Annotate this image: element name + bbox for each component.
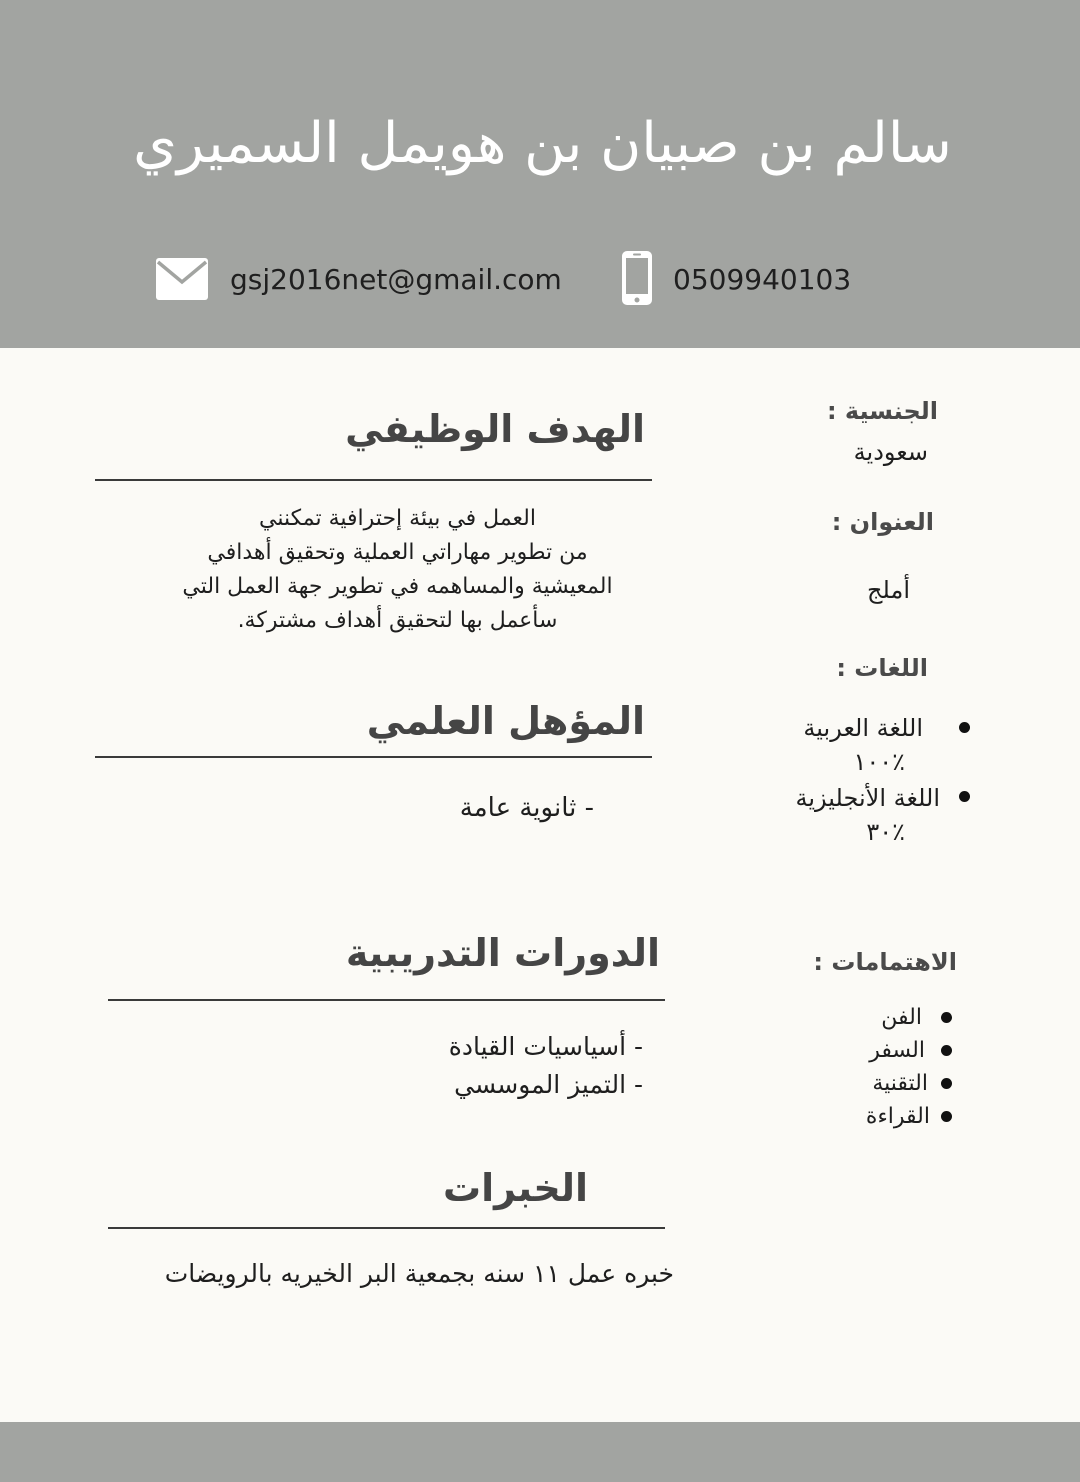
objective-line: العمل في بيئة إحترافية تمكنني [259,506,536,531]
phone-text: 0509940103 [673,263,852,296]
objective-line: سأعمل بها لتحقيق أهداف مشتركة. [237,608,558,633]
courses-title: الدورات التدريبية [345,931,660,975]
phone-icon [621,250,653,306]
language-level: ٪٣٠ [866,818,905,846]
language-name: اللغة الأنجليزية [795,784,940,812]
header-banner [0,0,1080,348]
course-item: - أسياسيات القيادة [448,1032,643,1061]
objective-line: من تطوير مهاراتي العملية وتحقيق أهدافي [207,540,588,565]
course-item: - التميز الموسسي [454,1070,643,1099]
bullet-icon [959,722,970,733]
bullet-icon [941,1012,952,1023]
interests-label: الاهتمامات : [813,948,957,976]
nationality-value: سعودية [853,438,928,466]
education-title: المؤهل العلمي [366,699,645,743]
experience-item: خبره عمل ١١ سنه بجمعية البر الخيريه بالرويضات [164,1259,674,1288]
bullet-icon [941,1045,952,1056]
courses-divider [108,999,665,1001]
language-name: اللغة العربية [803,714,923,742]
email-text: gsj2016net@gmail.com [230,263,562,296]
candidate-name: سالم بن صبيان بن هويمل السميري [133,111,952,176]
education-item: - ثانوية عامة [459,793,594,823]
languages-label: اللغات : [836,654,928,682]
language-level: ٪١٠٠ [853,748,905,776]
objective-text [110,502,685,638]
courses-list [449,1028,643,1104]
objective-title: الهدف الوظيفي [345,407,645,451]
experience-title: الخبرات [442,1166,588,1210]
bullet-icon [959,791,970,802]
objective-line: المعيشية والمساهمه في تطوير جهة العمل التي [182,574,613,599]
interest-text: القراءة [865,1104,930,1129]
interest-text: التقنية [872,1071,928,1096]
address-label: العنوان : [831,508,934,536]
footer-band [0,1422,1080,1482]
address-value: أملج [867,576,910,604]
bullet-icon [941,1078,952,1089]
interest-text: السفر [869,1038,925,1063]
bullet-icon [941,1111,952,1122]
envelope-icon [156,258,208,300]
experience-divider [108,1227,665,1229]
objective-divider [95,479,652,481]
education-divider [95,756,652,758]
interest-text: الفن [881,1005,922,1030]
nationality-label: الجنسية : [826,397,938,425]
